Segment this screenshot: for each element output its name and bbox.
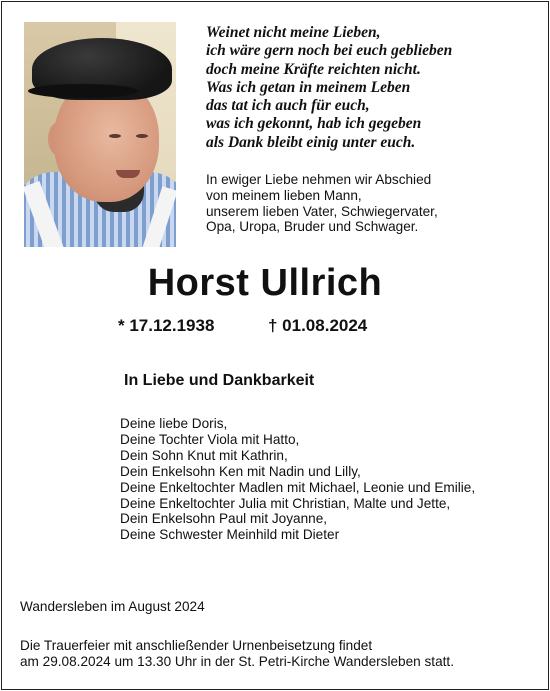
poem-line: als Dank bleibt einig unter euch. [206,133,416,151]
death-date: † 01.08.2024 [268,316,368,335]
farewell-line: In ewiger Liebe nehmen wir Abschied [206,172,432,187]
poem-line: ich wäre gern noch bei euch geblieben [206,42,453,60]
mourners-list [120,416,475,543]
mourner-line: Deine Enkeltochter Madlen mit Michael, Leonie und Emilie, [120,479,476,495]
poem-line: Weinet nicht meine Lieben, [206,24,381,41]
mourner-line: Dein Enkelsohn Ken mit Nadin und Lilly, [120,463,361,479]
poem-line: das tat ich auch für euch, [206,97,370,115]
mourner-line: Deine Tochter Viola mit Hatto, [120,431,300,447]
eye-right [136,134,148,138]
funeral-line: Die Trauerfeier mit anschließender Urnenbeisetzung findet [20,638,373,653]
closing-phrase: In Liebe und Dankbarkeit [124,372,315,389]
mourner-line: Dein Enkelsohn Paul mit Joyanne, [120,511,328,527]
poem-line: doch meine Kräfte reichten nicht. [206,60,421,78]
farewell-text [206,172,536,235]
mourner-line: Deine liebe Doris, [120,416,228,431]
mourner-line: Dein Sohn Knut mit Kathrin, [120,447,288,463]
farewell-line: von meinem lieben Mann, [206,187,362,203]
poem [206,24,536,152]
funeral-info [20,638,454,670]
poem-line: was ich gekonnt, hab ich gegeben [206,115,422,133]
mourner-line: Deine Schwester Meinhild mit Dieter [120,527,340,543]
farewell-line: Opa, Uropa, Bruder und Schwager. [206,219,419,235]
mourner-line: Deine Enkeltochter Julia mit Christian, Malte und Jette, [120,495,451,511]
funeral-line: am 29.08.2024 um 13.30 Uhr in der St. Petri-Kirche Wandersleben statt. [20,653,454,669]
eye-left [109,134,121,138]
cap-brim [28,84,138,98]
portrait-photo [24,22,176,247]
deceased-name: Horst Ullrich [147,262,383,304]
farewell-line: unserem lieben Vater, Schwiegervater, [206,203,438,219]
place-and-date: Wandersleben im August 2024 [20,599,205,614]
poem-line: Was ich getan in meinem Leben [206,78,411,96]
birth-date: * 17.12.1938 [118,316,215,335]
